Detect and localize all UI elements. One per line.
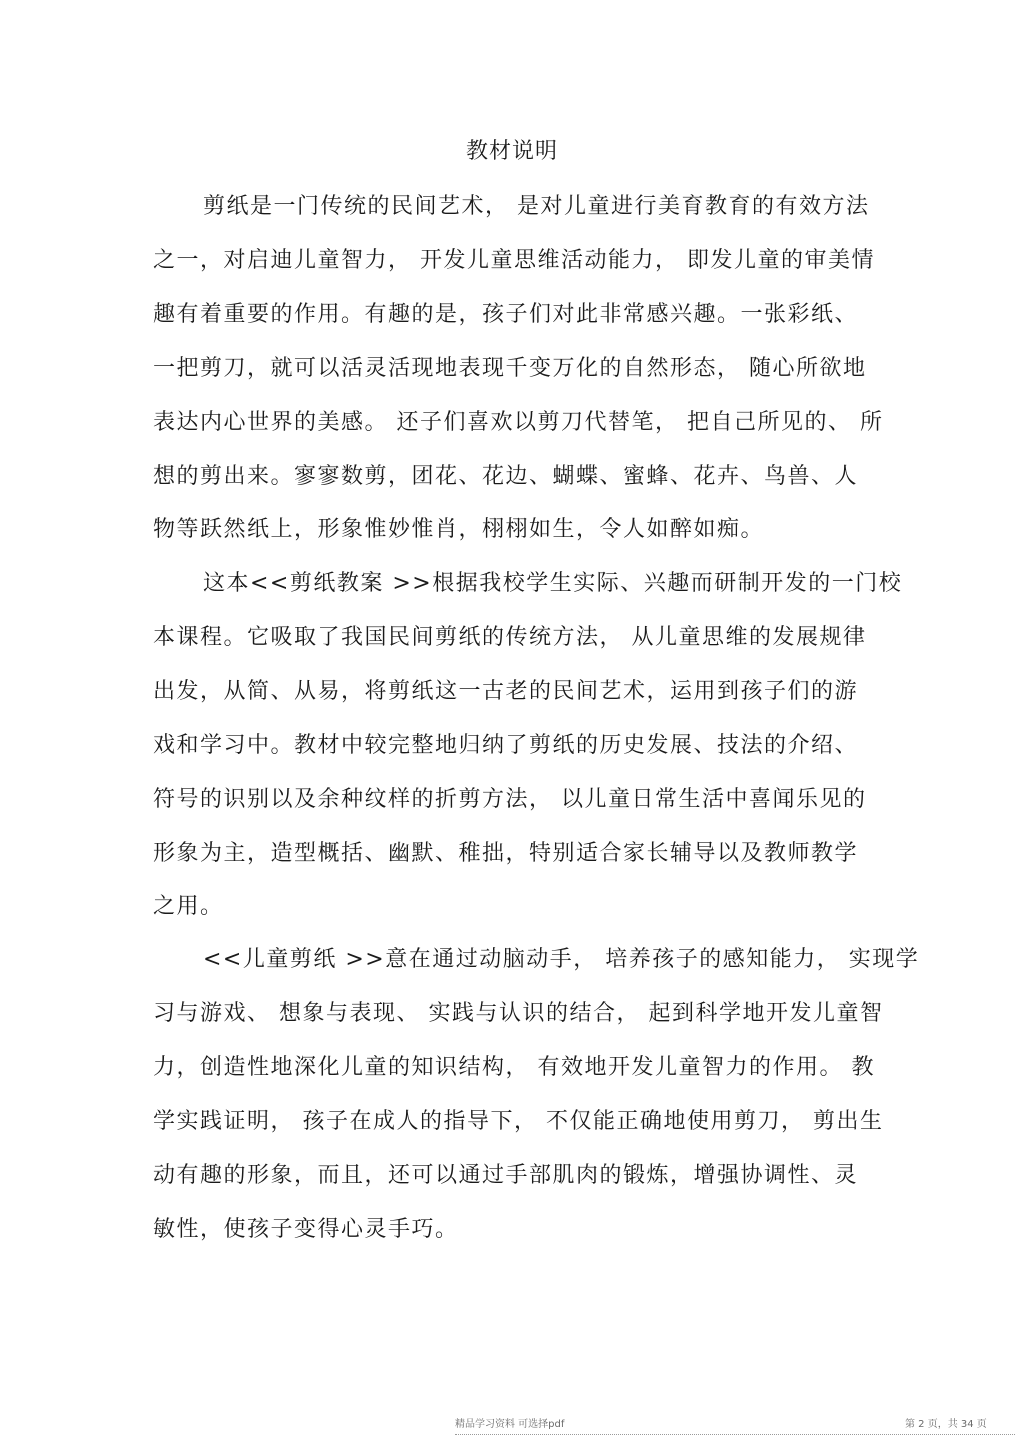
body-line: 形象为主，造型概括、幽默、稚拙，特别适合家长辅导以及教师教学 <box>153 841 859 866</box>
body-line: 动有趣的形象，而且，还可以通过手部肌肉的锻炼，增强协调性、灵 <box>153 1163 859 1188</box>
body-line: 本课程。它吸取了我国民间剪纸的传统方法， 从儿童思维的发展规律 <box>153 625 867 650</box>
body-line: 习与游戏、 想象与表现、 实践与认识的结合， 起到科学地开发儿童智 <box>153 1001 884 1026</box>
page-title: 教材说明 <box>465 139 558 164</box>
body-line: 力，创造性地深化儿童的知识结构， 有效地开发儿童智力的作用。 教 <box>153 1055 875 1080</box>
body-line: 符号的识别以及余种纹样的折剪方法， 以儿童日常生活中喜闻乐见的 <box>153 787 867 812</box>
footer-divider <box>455 1434 1015 1435</box>
footer-page-number: 第 2 页，共 34 页 <box>905 1419 987 1430</box>
body-line: 这本<<剪纸教案 >>根据我校学生实际、兴趣而研制开发的一门校 <box>203 571 903 596</box>
body-line: 敏性，使孩子变得心灵手巧。 <box>153 1217 459 1242</box>
body-line: 一把剪刀，就可以活灵活现地表现千变万化的自然形态， 随心所欲地 <box>153 356 867 381</box>
body-line: 出发，从简、从易，将剪纸这一古老的民间艺术，运用到孩子们的游 <box>153 679 859 704</box>
body-line: 剪纸是一门传统的民间艺术， 是对儿童进行美育教育的有效方法 <box>203 194 870 219</box>
body-line: 戏和学习中。教材中较完整地归纳了剪纸的历史发展、技法的介绍、 <box>153 733 859 758</box>
body-line: 趣有着重要的作用。有趣的是，孩子们对此非常感兴趣。一张彩纸、 <box>153 302 859 327</box>
body-line: 之一，对启迪儿童智力， 开发儿童思维活动能力， 即发儿童的审美情 <box>153 248 875 273</box>
body-line: 物等跃然纸上，形象惟妙惟肖，栩栩如生，令人如醉如痴。 <box>153 517 765 542</box>
footer-left-text: 精品学习资料 可选择pdf <box>455 1419 565 1430</box>
body-line: 之用。 <box>153 894 224 919</box>
body-line: 学实践证明， 孩子在成人的指导下， 不仅能正确地使用剪刀， 剪出生 <box>153 1109 884 1134</box>
body-line: 表达内心世界的美感。 还子们喜欢以剪刀代替笔， 把自己所见的、 所 <box>153 410 884 435</box>
body-line: <<儿童剪纸 >>意在通过动脑动手， 培养孩子的感知能力， 实现学 <box>203 947 920 972</box>
body-line: 想的剪出来。寥寥数剪，团花、花边、蝴蝶、蜜蜂、花卉、鸟兽、人 <box>153 464 859 489</box>
